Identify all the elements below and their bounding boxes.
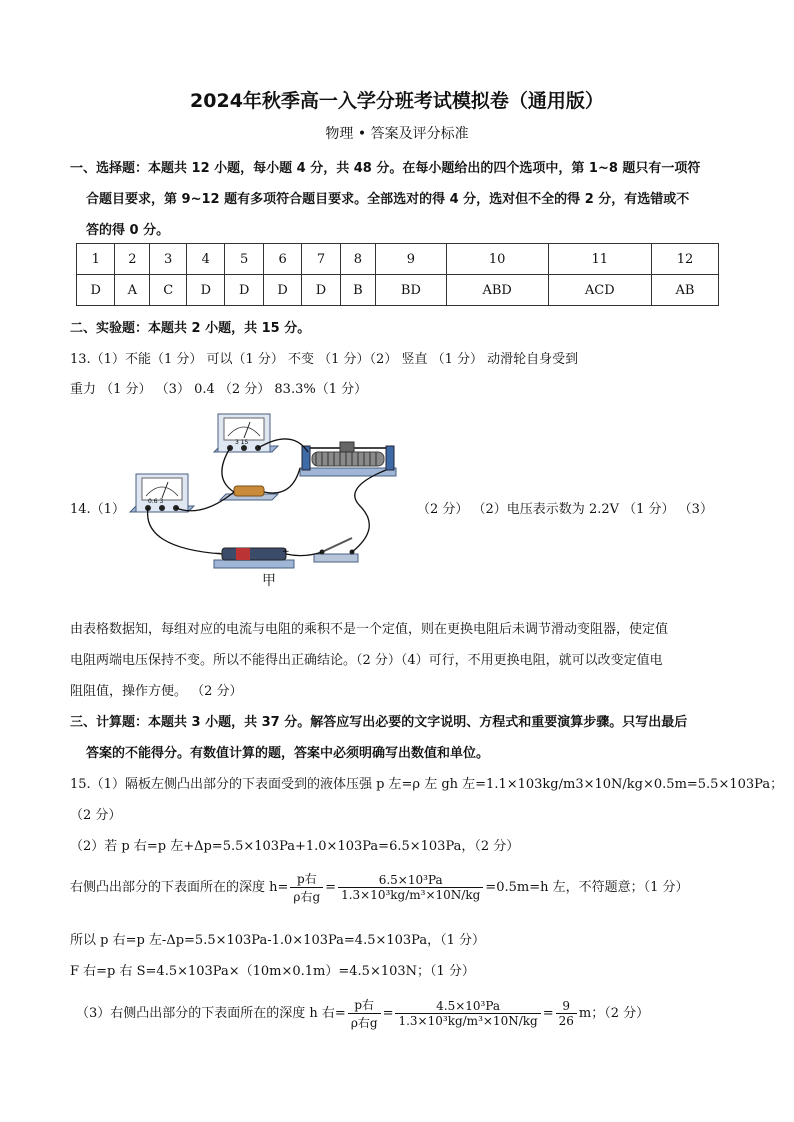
q15-depth-suffix: =0.5m=h 左，不符题意；（1 分） — [485, 880, 689, 895]
q-answer: B — [340, 275, 375, 306]
q-number: 9 — [376, 244, 446, 275]
q15-part1-score: （2 分） — [70, 808, 122, 823]
fraction — [348, 996, 381, 1031]
page-subtitle: 物理 • 答案及评分标准 — [325, 126, 469, 142]
fraction-numerator: p右 — [290, 870, 323, 888]
sliding-rheostat — [300, 442, 396, 476]
fraction — [338, 873, 483, 902]
answer-table-answer-row — [77, 275, 719, 306]
q-answer: D — [263, 275, 301, 306]
q-answer: D — [187, 275, 225, 306]
q14-line3: 电阻两端电压保持不变。所以不能得出正确结论。（2 分）（4）可行，不用更换电阻，就可以改变定值电 — [70, 653, 663, 668]
section3-header2: 答案的不能得分。有数值计算的题，答案中必须明确写出数值和单位。 — [86, 746, 490, 761]
fraction-denominator: ρ右g — [350, 1016, 378, 1030]
q13-line2: 重力 （1 分） （3） 0.4 （2 分） 83.3%（1 分） — [70, 382, 368, 397]
q15-part5-prefix: （3）右侧凸出部分的下表面所在的深度 h 右= — [76, 1006, 346, 1021]
figure-caption: 甲 — [262, 573, 276, 589]
q-answer: D — [77, 275, 115, 306]
q-answer: BD — [376, 275, 446, 306]
fraction-denominator: 26 — [558, 1014, 574, 1028]
fraction — [290, 870, 323, 905]
fraction-denominator: 1.3×10³kg/m³×10N/kg — [398, 1014, 538, 1028]
q-answer: D — [225, 275, 263, 306]
q-number: 2 — [115, 244, 150, 275]
fraction-numerator: 4.5×10³Pa — [395, 999, 540, 1014]
q-number: 1 — [77, 244, 115, 275]
q15-part3: 所以 p 右=p 左-Δp=5.5×103Pa-1.0×103Pa=4.5×103Pa，（1 分） — [70, 933, 485, 948]
q-number: 4 — [187, 244, 225, 275]
fraction — [556, 999, 577, 1028]
q-answer: C — [150, 275, 187, 306]
q13-line1: 13.（1）不能（1 分） 可以（1 分） 不变 （1 分）（2） 竖直 （1 分） 动滑轮自身受到 — [70, 352, 579, 367]
q-answer: D — [302, 275, 340, 306]
q-answer: ACD — [548, 275, 651, 306]
q-number: 8 — [340, 244, 375, 275]
section1-line3: 答的得 0 分。 — [86, 223, 170, 238]
q14-line2: 由表格数据知，每组对应的电流与电阻的乘积不是一个定值，则在更换电阻后未调节滑动变阻器，使定值 — [70, 622, 669, 637]
q15-part5-formula: （3）右侧凸出部分的下表面所在的深度 h 右= $\frac{\text{p右}}{\text{ρ右g}}$ = $\frac{\text{4.5×10³Pa}}{\text{1.3×10³kg/m³×10N/kg}}$ = $\frac{9}{26}$ m；（2 分） — [76, 998, 650, 1030]
fraction-denominator: 1.3×10³kg/m³×10N/kg — [341, 888, 481, 902]
fraction-numerator: p右 — [348, 996, 381, 1014]
circuit-diagram — [122, 408, 412, 576]
q-number: 7 — [302, 244, 340, 275]
fraction-numerator: 6.5×10³Pa — [338, 873, 483, 888]
q14-rest: （2 分） （2）电压表示数为 2.2V （1 分） （3） — [417, 502, 713, 517]
q15-part1: 15.（1）隔板左侧凸出部分的下表面受到的液体压强 p 左=ρ 左 gh 左=1.1×103kg/m3×10N/kg×0.5m=5.5×103Pa； — [70, 777, 784, 792]
fraction — [395, 999, 540, 1028]
ammeter — [130, 474, 194, 512]
q-number: 12 — [651, 244, 718, 275]
q15-part2: （2）若 p 右=p 左+Δp=5.5×103Pa+1.0×103Pa=6.5×103Pa，（2 分） — [70, 839, 520, 854]
voltmeter-terminal-labels: 3 15 — [235, 439, 249, 446]
answer-table-number-row — [77, 244, 719, 275]
q15-depth-formula: 右侧凸出部分的下表面所在的深度 h= $\frac{\text{p右}}{\text{ρ右g}}$ = $\frac{\text{6.5×10³Pa}}{\text{1.3×10³kg/m³×10N/kg}}$ =0.5m=h 左，不符题意；（1 分） — [70, 872, 689, 904]
q15-part5-suffix: m；（2 分） — [578, 1006, 650, 1021]
q-number: 6 — [263, 244, 301, 275]
q15-depth-prefix: 右侧凸出部分的下表面所在的深度 h= — [70, 880, 289, 895]
section2-header: 二、实验题：本题共 2 小题，共 15 分。 — [70, 321, 311, 336]
q-number: 5 — [225, 244, 263, 275]
battery — [214, 547, 294, 568]
q-number: 10 — [446, 244, 548, 275]
q14-label: 14.（1） — [70, 502, 125, 517]
fraction-numerator: 9 — [556, 999, 577, 1014]
section1-line1: 一、选择题：本题共 12 小题，每小题 4 分，共 48 分。在每小题给出的四个选项中，第 1~8 题只有一项符 — [70, 161, 701, 176]
section1-line2: 合题目要求，第 9~12 题有多项符合题目要求。全部选对的得 4 分，选对但不全的得 2 分，有选错或不 — [86, 192, 690, 207]
voltmeter — [214, 414, 278, 452]
section3-header1: 三、计算题：本题共 3 小题，共 37 分。解答应写出必要的文字说明、方程式和重要演算步骤。只写出最后 — [70, 715, 688, 730]
page-title: 2024年秋季高一入学分班考试模拟卷（通用版） — [190, 90, 604, 112]
q-number: 3 — [150, 244, 187, 275]
battery-plus-label: + — [282, 547, 290, 557]
ammeter-terminal-labels: 0.6 3 — [148, 498, 164, 505]
q-answer: ABD — [446, 275, 548, 306]
answer-table — [76, 243, 719, 306]
fraction-denominator: ρ右g — [293, 890, 321, 904]
battery-minus-label: − — [214, 549, 222, 559]
q-answer: AB — [651, 275, 718, 306]
q-answer: A — [115, 275, 150, 306]
switch — [314, 538, 358, 562]
q15-part4: F 右=p 右 S=4.5×103Pa×（10m×0.1m）=4.5×103N；（1 分） — [70, 964, 475, 979]
q14-line4: 阻阻值，操作方便。 （2 分） — [70, 684, 243, 699]
q-number: 11 — [548, 244, 651, 275]
